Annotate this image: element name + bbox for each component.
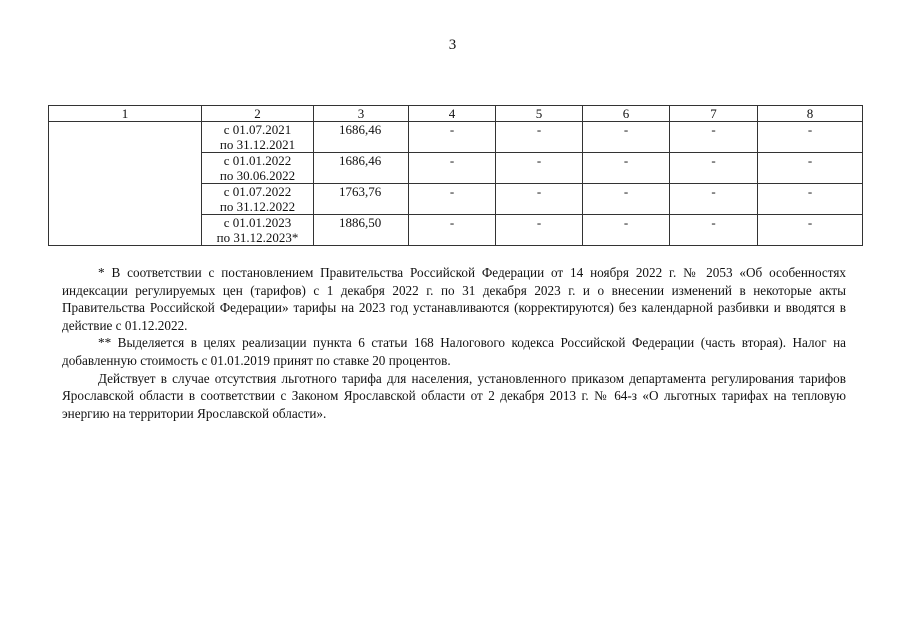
table-cell: - [670,122,758,153]
period-to: по 31.12.2023* [216,230,299,245]
table-cell: - [496,184,583,215]
column-header: 2 [202,106,314,122]
footnote-double-asterisk: ** Выделяется в целях реализации пункта 6 статьи 168 Налогового кодекса Российской Федерации (часть вторая). Налог на добавленную стоимость с 01.01.2019 принят по ставке 20 процентов. [62,335,846,368]
period-cell [202,184,314,215]
table-cell: - [496,153,583,184]
table-header-row [49,106,863,122]
period-cell [202,215,314,246]
period-cell [202,153,314,184]
period-to: по 30.06.2022 [219,168,296,183]
table-cell: - [758,184,863,215]
period-to: по 31.12.2022 [219,199,296,214]
column-header: 8 [758,106,863,122]
tariff-value: 1886,50 [314,215,409,246]
period-to: по 31.12.2021 [219,137,296,152]
footnotes [62,264,846,422]
tariff-table [48,105,863,246]
table-cell: - [758,215,863,246]
note-preferential-tariff: Действует в случае отсутствия льготного тарифа для населения, установленного приказом департамента регулирования тарифов Ярославской области в соответствии с Законом Ярославской области от 2 декабря 2013 г. № 64-з «О льготных тарифах на тепловую энергию на территории Ярославской области». [62,370,846,421]
table-cell: - [496,215,583,246]
table-cell: - [583,215,670,246]
tariff-value: 1686,46 [314,122,409,153]
column-header: 3 [314,106,409,122]
table-cell: - [583,122,670,153]
footnote-asterisk: * В соответствии с постановлением Правительства Российской Федерации от 14 ноября 2022 г. № 2053 «Об особенностях индексации регулируемых цен (тарифов) с 1 декабря 2022 г. по 31 декабря 2023 г. и о внесении изменений в некоторые акты Правительства Российской Федерации» тарифы на 2023 год устанавливаются (корректируются) без календарной разбивки и вводятся в действие с 01.12.2022. [62,265,846,333]
period-from: с 01.07.2021 [223,122,292,137]
column-header: 5 [496,106,583,122]
period-from: с 01.07.2022 [223,184,292,199]
column-header: 6 [583,106,670,122]
tariff-value: 1686,46 [314,153,409,184]
empty-merged-cell [49,122,202,246]
period-from: с 01.01.2022 [223,153,292,168]
table-cell: - [670,184,758,215]
table-cell: - [496,122,583,153]
table-cell: - [670,153,758,184]
table-cell: - [670,215,758,246]
table-cell: - [409,184,496,215]
table-cell: - [758,153,863,184]
page-number: 3 [448,37,457,53]
table-cell: - [758,122,863,153]
column-header: 1 [49,106,202,122]
table-cell: - [409,215,496,246]
column-header: 7 [670,106,758,122]
period-cell [202,122,314,153]
table-cell: - [583,153,670,184]
table-cell: - [409,122,496,153]
period-from: с 01.01.2023 [223,215,292,230]
tariff-value: 1763,76 [314,184,409,215]
column-header: 4 [409,106,496,122]
table-cell: - [583,184,670,215]
table-row [49,122,863,153]
table-cell: - [409,153,496,184]
